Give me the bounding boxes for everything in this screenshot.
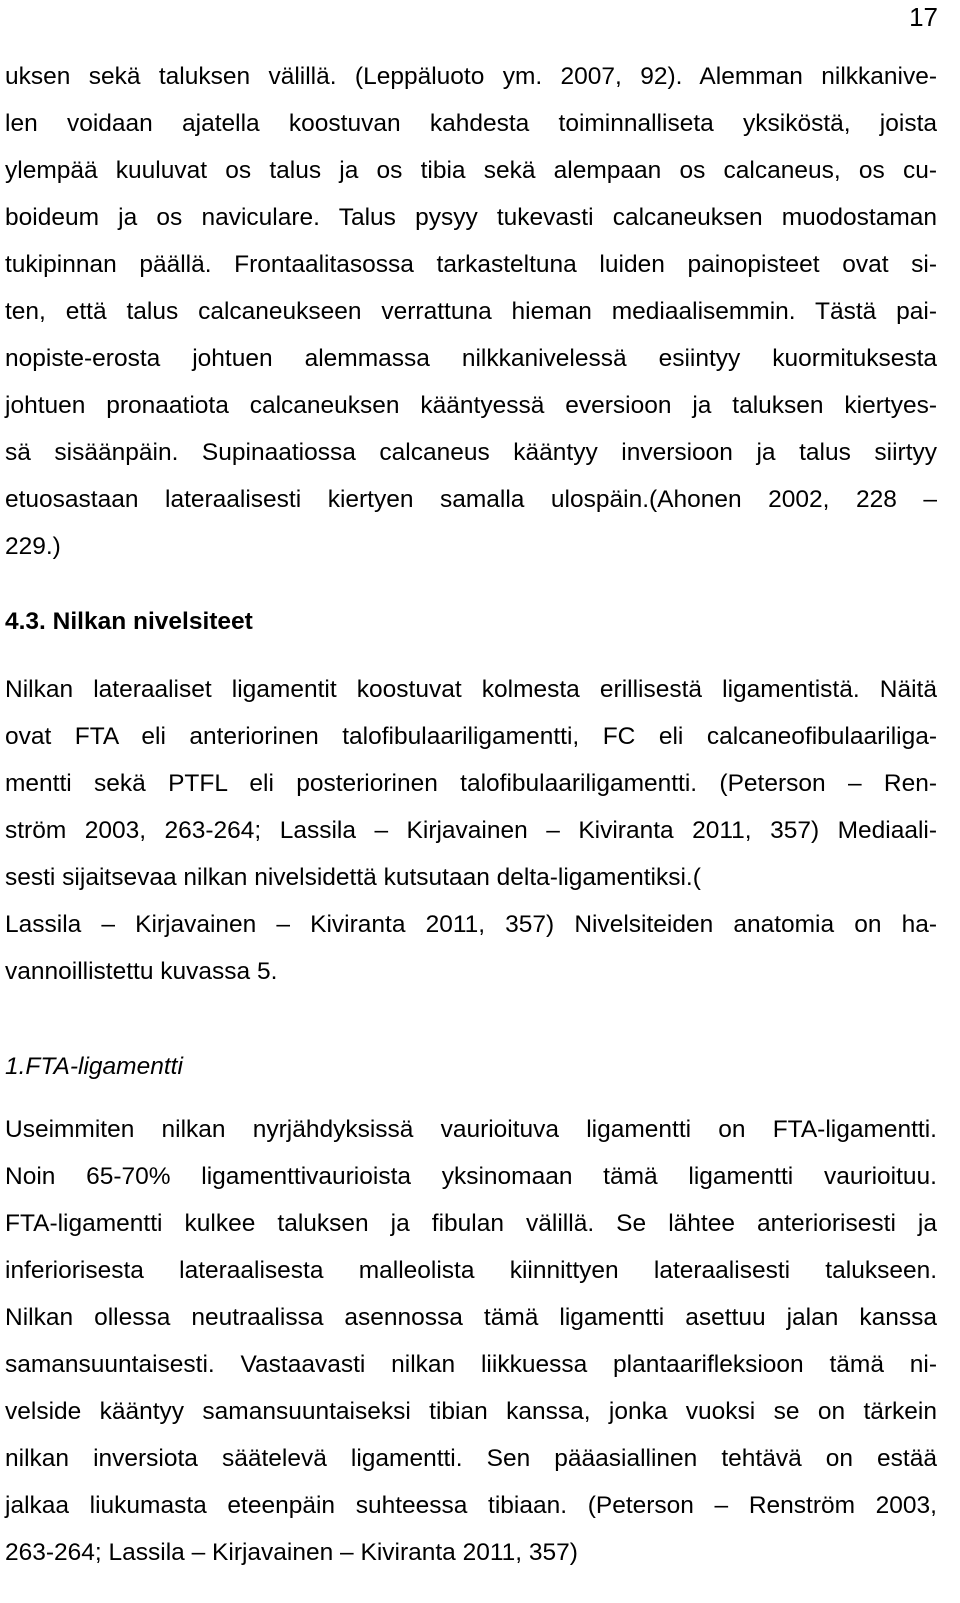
text-line: ylempää kuuluvat os talus ja os tibia sekä alempaan os calcaneus, os cu- (5, 157, 937, 184)
text-line: Lassila – Kirjavainen – Kiviranta 2011, 357) Nivelsiteiden anatomia on ha- (5, 911, 937, 938)
text-line: boideum ja os naviculare. Talus pysyy tukevasti calcaneuksen muodostaman (5, 204, 937, 231)
text-line: FTA-ligamentti kulkee taluksen ja fibulan välillä. Se lähtee anteriorisesti ja (5, 1210, 937, 1237)
text-line: Useimmiten nilkan nyrjähdyksissä vaurioituva ligamentti on FTA-ligamentti. (5, 1116, 937, 1143)
text-line: uksen sekä taluksen välillä. (Leppäluoto ym. 2007, 92). Alemman nilkkanive- (5, 63, 937, 90)
text-line: velside kääntyy samansuuntaiseksi tibian kanssa, jonka vuoksi se on tärkein (5, 1398, 937, 1425)
text-line: Nilkan lateraaliset ligamentit koostuvat kolmesta erillisestä ligamentistä. Näitä (5, 676, 937, 703)
text-line: 263-264; Lassila – Kirjavainen – Kiviranta 2011, 357) (5, 1539, 578, 1566)
text-line: mentti sekä PTFL eli posteriorinen talofibulaariligamentti. (Peterson – Ren- (5, 770, 937, 797)
text-line: johtuen pronaatiota calcaneuksen kääntyessä eversioon ja taluksen kiertyes- (5, 392, 937, 419)
text-line: 229.) (5, 533, 61, 560)
subsection-heading: 1.FTA-ligamentti (5, 1053, 183, 1080)
text-line: ten, että talus calcaneukseen verrattuna hieman mediaalisemmin. Tästä pai- (5, 298, 937, 325)
text-line: jalkaa liukumasta eteenpäin suhteessa tibiaan. (Peterson – Renström 2003, (5, 1492, 937, 1519)
text-line: len voidaan ajatella koostuvan kahdesta toiminnalliseta yksiköstä, joista (5, 110, 937, 137)
paragraph-2 (5, 666, 937, 995)
text-line: samansuuntaisesti. Vastaavasti nilkan liikkuessa plantaarifleksioon tämä ni- (5, 1351, 937, 1378)
text-line: Nilkan ollessa neutraalissa asennossa tämä ligamentti asettuu jalan kanssa (5, 1304, 937, 1331)
section-heading: 4.3. Nilkan nivelsiteet (5, 608, 253, 635)
text-line: tukipinnan päällä. Frontaalitasossa tarkasteltuna luiden painopisteet ovat si- (5, 251, 937, 278)
text-line: vannoillistettu kuvassa 5. (5, 958, 278, 985)
text-line: ovat FTA eli anteriorinen talofibulaariligamentti, FC eli calcaneofibulaariliga- (5, 723, 937, 750)
text-line: Noin 65-70% ligamenttivaurioista yksinomaan tämä ligamentti vaurioituu. (5, 1163, 937, 1190)
text-line: nopiste-erosta johtuen alemmassa nilkkanivelessä esiintyy kuormituksesta (5, 345, 937, 372)
text-line: etuosastaan lateraalisesti kiertyen samalla ulospäin.(Ahonen 2002, 228 – (5, 486, 937, 513)
paragraph-1 (5, 53, 937, 570)
text-line: nilkan inversiota säätelevä ligamentti. Sen pääasiallinen tehtävä on estää (5, 1445, 937, 1472)
page-number: 17 (909, 2, 938, 32)
paragraph-3 (5, 1106, 937, 1576)
text-line: sesti sijaitsevaa nilkan nivelsidettä kutsutaan delta-ligamentiksi.( (5, 864, 701, 891)
text-line: ström 2003, 263-264; Lassila – Kirjavainen – Kiviranta 2011, 357) Mediaali- (5, 817, 937, 844)
text-line: inferiorisesta lateraalisesta malleolista kiinnittyen lateraalisesti talukseen. (5, 1257, 937, 1284)
text-line: sä sisäänpäin. Supinaatiossa calcaneus kääntyy inversioon ja talus siirtyy (5, 439, 937, 466)
